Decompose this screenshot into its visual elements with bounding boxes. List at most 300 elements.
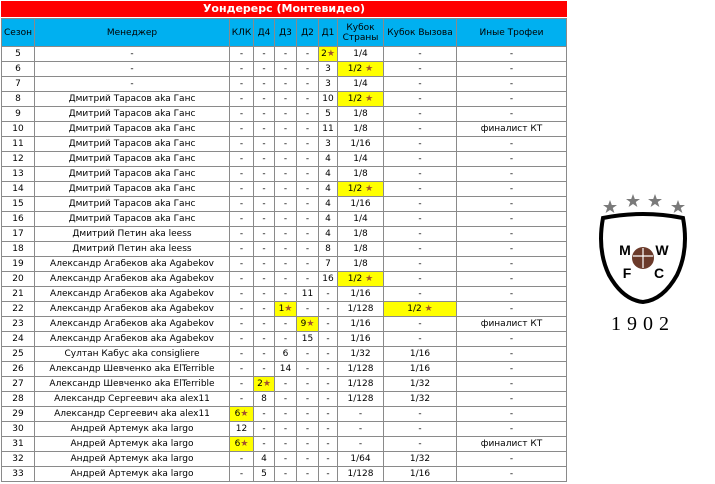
cell-cup: 1/2 ★: [338, 62, 384, 77]
cell-klk: -: [230, 272, 254, 287]
cell-d2: -: [297, 92, 319, 107]
star-icon: [626, 194, 640, 207]
cell-d1: -: [319, 332, 338, 347]
cell-challenge: -: [384, 122, 457, 137]
cell-other: -: [457, 287, 567, 302]
cell-d4: -: [254, 152, 275, 167]
header-d4: Д4: [254, 19, 275, 47]
cell-d3: -: [275, 77, 297, 92]
cell-d1: -: [319, 377, 338, 392]
cell-challenge: -: [384, 257, 457, 272]
cell-season: 21: [2, 287, 35, 302]
cell-manager: Султан Кабус aka consigliere: [35, 347, 230, 362]
cell-d4: -: [254, 62, 275, 77]
cell-klk: -: [230, 302, 254, 317]
cell-cup: 1/128: [338, 467, 384, 482]
cell-cup: 1/8: [338, 167, 384, 182]
cell-d2: 11: [297, 287, 319, 302]
cell-other: -: [457, 242, 567, 257]
cell-other: -: [457, 197, 567, 212]
cell-season: 6: [2, 62, 35, 77]
table-row: [2, 107, 567, 122]
cell-other: -: [457, 347, 567, 362]
cell-d4: -: [254, 407, 275, 422]
cell-klk: -: [230, 122, 254, 137]
cell-d4: -: [254, 347, 275, 362]
cell-d2: -: [297, 347, 319, 362]
cell-challenge: -: [384, 47, 457, 62]
cell-d1: -: [319, 467, 338, 482]
cell-d4: -: [254, 92, 275, 107]
cell-d1: -: [319, 317, 338, 332]
cell-other: -: [457, 377, 567, 392]
cell-d3: -: [275, 62, 297, 77]
cell-manager: -: [35, 77, 230, 92]
cell-cup: 1/2 ★: [338, 182, 384, 197]
cell-season: 20: [2, 272, 35, 287]
cell-other: -: [457, 332, 567, 347]
cell-d4: -: [254, 47, 275, 62]
star-icon: ★: [240, 439, 249, 449]
cell-season: 16: [2, 212, 35, 227]
cell-d4: -: [254, 317, 275, 332]
cell-other: финалист КТ: [457, 437, 567, 452]
cell-cup: 1/128: [338, 362, 384, 377]
cell-season: 31: [2, 437, 35, 452]
cell-d2: -: [297, 272, 319, 287]
cell-season: 11: [2, 137, 35, 152]
cell-challenge: -: [384, 77, 457, 92]
cell-cup: 1/16: [338, 287, 384, 302]
cell-season: 19: [2, 257, 35, 272]
cell-d3: -: [275, 137, 297, 152]
cell-klk: -: [230, 92, 254, 107]
cell-other: -: [457, 107, 567, 122]
table-row: [2, 407, 567, 422]
cell-manager: Александр Агабеков aka Agabekov: [35, 287, 230, 302]
cell-d1: -: [319, 437, 338, 452]
cell-d3: -: [275, 197, 297, 212]
cell-manager: Александр Сергеевич aka alex11: [35, 392, 230, 407]
cell-d3: -: [275, 227, 297, 242]
table-row: [2, 467, 567, 482]
cell-season: 24: [2, 332, 35, 347]
cell-klk: 6★: [230, 437, 254, 452]
cell-d3: -: [275, 47, 297, 62]
cell-klk: -: [230, 332, 254, 347]
cell-d3: -: [275, 122, 297, 137]
cell-cup: 1/64: [338, 452, 384, 467]
cell-season: 9: [2, 107, 35, 122]
cell-season: 12: [2, 152, 35, 167]
cell-challenge: -: [384, 437, 457, 452]
cell-d2: -: [297, 122, 319, 137]
table-body: [2, 47, 567, 482]
table-row: [2, 422, 567, 437]
cell-cup: 1/2 ★: [338, 92, 384, 107]
cell-d2: -: [297, 137, 319, 152]
cell-challenge: -: [384, 197, 457, 212]
cell-d3: -: [275, 167, 297, 182]
cell-d2: -: [297, 197, 319, 212]
cell-manager: Дмитрий Тарасов aka Ганс: [35, 92, 230, 107]
cell-other: -: [457, 47, 567, 62]
table-row: [2, 182, 567, 197]
cell-other: -: [457, 452, 567, 467]
star-icon: ★: [424, 304, 433, 314]
cell-d2: -: [297, 437, 319, 452]
cell-challenge: 1/32: [384, 392, 457, 407]
cell-klk: -: [230, 257, 254, 272]
cell-d1: -: [319, 347, 338, 362]
table-row: [2, 302, 567, 317]
cell-d1: -: [319, 287, 338, 302]
emblem-year: 1902: [611, 313, 675, 335]
cell-manager: Александр Агабеков aka Agabekov: [35, 272, 230, 287]
cell-d1: -: [319, 452, 338, 467]
cell-season: 26: [2, 362, 35, 377]
cell-d4: -: [254, 362, 275, 377]
cell-d1: -: [319, 407, 338, 422]
cell-klk: -: [230, 287, 254, 302]
cell-other: -: [457, 212, 567, 227]
cell-d1: 11: [319, 122, 338, 137]
cell-d3: -: [275, 152, 297, 167]
cell-d3: -: [275, 92, 297, 107]
cell-challenge: -: [384, 242, 457, 257]
cell-d2: -: [297, 77, 319, 92]
cell-cup: -: [338, 437, 384, 452]
star-icon: ★: [306, 319, 315, 329]
cell-d2: -: [297, 62, 319, 77]
cell-season: 10: [2, 122, 35, 137]
cell-klk: -: [230, 212, 254, 227]
cell-d2: -: [297, 182, 319, 197]
cell-klk: -: [230, 182, 254, 197]
cell-d4: -: [254, 137, 275, 152]
cell-d1: 10: [319, 92, 338, 107]
cell-klk: 12: [230, 422, 254, 437]
table-row: [2, 242, 567, 257]
table-row: [2, 392, 567, 407]
cell-d4: 5: [254, 467, 275, 482]
cell-klk: -: [230, 77, 254, 92]
cell-other: -: [457, 137, 567, 152]
cell-d1: -: [319, 362, 338, 377]
emblem-stars: [603, 194, 685, 213]
cell-other: -: [457, 467, 567, 482]
header-row: [2, 19, 567, 47]
cell-challenge: -: [384, 92, 457, 107]
cell-klk: -: [230, 317, 254, 332]
cell-klk: -: [230, 62, 254, 77]
table-row: [2, 137, 567, 152]
cell-challenge: -: [384, 407, 457, 422]
cell-challenge: -: [384, 152, 457, 167]
cell-d4: -: [254, 272, 275, 287]
cell-d4: -: [254, 212, 275, 227]
cell-challenge: 1/32: [384, 452, 457, 467]
cell-d3: -: [275, 437, 297, 452]
emblem-letter-w: W: [655, 242, 669, 258]
cell-klk: -: [230, 227, 254, 242]
table-row: [2, 212, 567, 227]
header-d1: Д1: [319, 19, 338, 47]
cell-d3: -: [275, 287, 297, 302]
cell-challenge: 1/16: [384, 362, 457, 377]
cell-d4: -: [254, 422, 275, 437]
cell-d1: 2★: [319, 47, 338, 62]
cell-d4: -: [254, 242, 275, 257]
cell-manager: Андрей Артемук aka largo: [35, 437, 230, 452]
cell-d4: 8: [254, 392, 275, 407]
cell-d3: 14: [275, 362, 297, 377]
cell-d1: 4: [319, 197, 338, 212]
cell-manager: Дмитрий Петин aka leess: [35, 242, 230, 257]
cell-season: 25: [2, 347, 35, 362]
cell-cup: 1/16: [338, 197, 384, 212]
header-d3: Д3: [275, 19, 297, 47]
cell-challenge: -: [384, 137, 457, 152]
cell-manager: Александр Агабеков aka Agabekov: [35, 302, 230, 317]
cell-d3: -: [275, 452, 297, 467]
cell-manager: Александр Агабеков aka Agabekov: [35, 257, 230, 272]
table-row: [2, 152, 567, 167]
cell-season: 29: [2, 407, 35, 422]
cell-d4: -: [254, 332, 275, 347]
table-row: [2, 317, 567, 332]
cell-challenge: -: [384, 272, 457, 287]
cell-cup: 1/128: [338, 302, 384, 317]
cell-klk: -: [230, 152, 254, 167]
table-row: [2, 92, 567, 107]
cell-other: -: [457, 257, 567, 272]
cell-d1: 4: [319, 167, 338, 182]
cell-season: 13: [2, 167, 35, 182]
cell-d4: -: [254, 182, 275, 197]
table-row: [2, 362, 567, 377]
cell-other: -: [457, 392, 567, 407]
emblem-letter-c: C: [653, 265, 665, 281]
star-icon: ★: [365, 274, 374, 284]
cell-d1: 3: [319, 77, 338, 92]
star-icon: ★: [365, 94, 374, 104]
cell-challenge: -: [384, 317, 457, 332]
cell-manager: Дмитрий Тарасов aka Ганс: [35, 167, 230, 182]
cell-d2: -: [297, 227, 319, 242]
cell-klk: -: [230, 197, 254, 212]
header-manager: Менеджер: [35, 19, 230, 47]
cell-d1: 8: [319, 242, 338, 257]
table-row: [2, 47, 567, 62]
cell-season: 8: [2, 92, 35, 107]
cell-klk: -: [230, 47, 254, 62]
cell-d3: -: [275, 182, 297, 197]
cell-d4: -: [254, 437, 275, 452]
emblem-letter-m: M: [619, 242, 631, 258]
star-icon: ★: [326, 49, 335, 59]
cell-season: 28: [2, 392, 35, 407]
cell-cup: 1/16: [338, 317, 384, 332]
cell-d1: 4: [319, 152, 338, 167]
cell-d3: -: [275, 272, 297, 287]
cell-cup: 1/8: [338, 257, 384, 272]
cell-manager: Дмитрий Тарасов aka Ганс: [35, 212, 230, 227]
cell-d3: -: [275, 317, 297, 332]
cell-d1: -: [319, 302, 338, 317]
cell-d2: -: [297, 407, 319, 422]
table-row: [2, 62, 567, 77]
cell-d1: 16: [319, 272, 338, 287]
cell-other: -: [457, 407, 567, 422]
cell-other: -: [457, 182, 567, 197]
cell-d2: -: [297, 452, 319, 467]
table-row: [2, 437, 567, 452]
cell-klk: -: [230, 347, 254, 362]
cell-cup: 1/4: [338, 212, 384, 227]
table-row: [2, 77, 567, 92]
cell-challenge: -: [384, 287, 457, 302]
cell-klk: -: [230, 362, 254, 377]
cell-cup: 1/16: [338, 332, 384, 347]
cell-manager: Александр Агабеков aka Agabekov: [35, 332, 230, 347]
cell-other: -: [457, 272, 567, 287]
cell-klk: 6★: [230, 407, 254, 422]
cell-d3: -: [275, 257, 297, 272]
cell-other: финалист КТ: [457, 317, 567, 332]
cell-challenge: -: [384, 182, 457, 197]
cell-d2: -: [297, 212, 319, 227]
cell-manager: Дмитрий Тарасов aka Ганс: [35, 197, 230, 212]
cell-season: 33: [2, 467, 35, 482]
cell-other: -: [457, 302, 567, 317]
table-row: [2, 347, 567, 362]
cell-d1: 4: [319, 182, 338, 197]
cell-d4: -: [254, 257, 275, 272]
cell-d1: 3: [319, 137, 338, 152]
cell-d4: 2★: [254, 377, 275, 392]
cell-cup: 1/2 ★: [338, 272, 384, 287]
cell-d4: -: [254, 167, 275, 182]
cell-cup: 1/16: [338, 137, 384, 152]
cell-manager: Дмитрий Тарасов aka Ганс: [35, 152, 230, 167]
cell-d3: -: [275, 392, 297, 407]
cell-challenge: 1/32: [384, 377, 457, 392]
cell-klk: -: [230, 242, 254, 257]
cell-cup: 1/8: [338, 107, 384, 122]
cell-manager: Александр Агабеков aka Agabekov: [35, 317, 230, 332]
cell-other: -: [457, 362, 567, 377]
cell-d1: 3: [319, 62, 338, 77]
cell-challenge: -: [384, 332, 457, 347]
cell-manager: Дмитрий Петин aka leess: [35, 227, 230, 242]
cell-d4: -: [254, 302, 275, 317]
cell-d3: -: [275, 467, 297, 482]
cell-d4: -: [254, 77, 275, 92]
cell-other: -: [457, 62, 567, 77]
cell-season: 7: [2, 77, 35, 92]
cell-manager: -: [35, 62, 230, 77]
cell-cup: 1/128: [338, 377, 384, 392]
cell-d3: 1★: [275, 302, 297, 317]
cell-cup: -: [338, 422, 384, 437]
cell-klk: -: [230, 467, 254, 482]
table-row: [2, 167, 567, 182]
cell-manager: Андрей Артемук aka largo: [35, 452, 230, 467]
cell-d1: 7: [319, 257, 338, 272]
table-row: [2, 332, 567, 347]
star-icon: [603, 200, 617, 213]
table-row: [2, 227, 567, 242]
cell-manager: -: [35, 47, 230, 62]
cell-d2: -: [297, 377, 319, 392]
cell-d2: -: [297, 257, 319, 272]
star-icon: ★: [365, 64, 374, 74]
cell-d2: -: [297, 362, 319, 377]
cell-cup: 1/8: [338, 242, 384, 257]
page-title: Уондерерс (Монтевидео): [1, 1, 567, 17]
cell-season: 18: [2, 242, 35, 257]
cell-d1: -: [319, 392, 338, 407]
cell-d2: -: [297, 302, 319, 317]
star-icon: ★: [284, 304, 293, 314]
cell-d4: 4: [254, 452, 275, 467]
cell-challenge: -: [384, 107, 457, 122]
cell-d2: -: [297, 392, 319, 407]
cell-d3: -: [275, 407, 297, 422]
cell-d4: -: [254, 107, 275, 122]
table-row: [2, 197, 567, 212]
cell-challenge: -: [384, 227, 457, 242]
cell-d2: -: [297, 47, 319, 62]
cell-d3: -: [275, 107, 297, 122]
cell-other: финалист КТ: [457, 122, 567, 137]
cell-manager: Дмитрий Тарасов aka Ганс: [35, 182, 230, 197]
header-d2: Д2: [297, 19, 319, 47]
cell-d3: -: [275, 332, 297, 347]
cell-other: -: [457, 77, 567, 92]
cell-season: 15: [2, 197, 35, 212]
cell-manager: Дмитрий Тарасов aka Ганс: [35, 107, 230, 122]
cell-d1: 4: [319, 212, 338, 227]
star-icon: ★: [240, 409, 249, 419]
cell-challenge: 1/16: [384, 467, 457, 482]
emblem-letter-f: F: [622, 265, 632, 281]
table-row: [2, 377, 567, 392]
club-emblem: [597, 190, 689, 336]
cell-season: 23: [2, 317, 35, 332]
cell-d3: -: [275, 422, 297, 437]
cell-d2: -: [297, 242, 319, 257]
cell-d1: 4: [319, 227, 338, 242]
cell-cup: 1/8: [338, 227, 384, 242]
cell-manager: Александр Сергеевич aka alex11: [35, 407, 230, 422]
cell-d3: -: [275, 377, 297, 392]
cell-d3: 6: [275, 347, 297, 362]
table-row: [2, 287, 567, 302]
cell-challenge: -: [384, 422, 457, 437]
cell-d2: -: [297, 467, 319, 482]
cell-klk: -: [230, 107, 254, 122]
cell-season: 30: [2, 422, 35, 437]
cell-d2: -: [297, 152, 319, 167]
cell-d4: -: [254, 122, 275, 137]
history-table: [1, 18, 567, 482]
cell-manager: Александр Шевченко aka ElTerrible: [35, 362, 230, 377]
cell-manager: Дмитрий Тарасов aka Ганс: [35, 137, 230, 152]
cell-season: 27: [2, 377, 35, 392]
cell-other: -: [457, 227, 567, 242]
